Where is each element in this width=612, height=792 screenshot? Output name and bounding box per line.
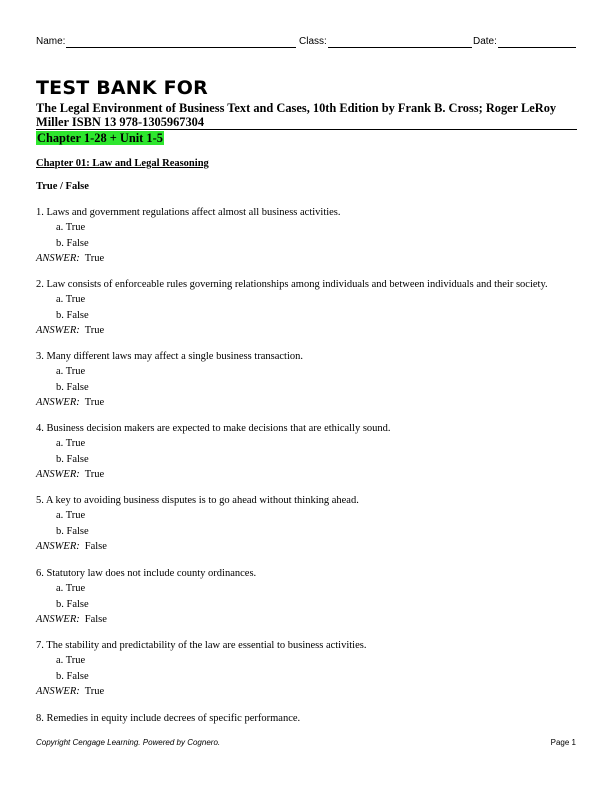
question-stem: 2. Law consists of enforceable rules governing relationships among individuals and between individuals and their society. [36, 279, 548, 290]
question-stem: 4. Business decision makers are expected to make decisions that are ethically sound. [36, 423, 391, 434]
answer-option: a. True [56, 583, 86, 594]
answer-key [36, 686, 581, 701]
question-stem: 8. Remedies in equity include decrees of specific performance. [36, 713, 301, 724]
answer-value: True [84, 397, 105, 408]
answer-option: b. False [56, 525, 89, 537]
answer-option: a. True [56, 655, 86, 666]
answer-label: ANSWER: [36, 614, 80, 625]
answer-key [36, 541, 581, 556]
answer-label: ANSWER: [36, 469, 80, 480]
chapter-heading: Chapter 01: Law and Legal Reasoning [36, 158, 209, 169]
answer-option: a. True [56, 510, 86, 521]
answer-option: a. True [56, 366, 86, 377]
answer-key [36, 397, 581, 412]
question-item [36, 713, 581, 728]
answer-label: ANSWER: [36, 397, 80, 408]
question-stem: 3. Many different laws may affect a single business transaction. [36, 351, 303, 362]
name-label: Name: [36, 36, 66, 47]
answer-value: True [84, 325, 105, 336]
question-stem: 7. The stability and predictability of the law are essential to business activities. [36, 640, 367, 651]
answer-value: True [84, 253, 105, 264]
answer-label: ANSWER: [36, 541, 80, 552]
page-number: Page 1 [550, 738, 576, 747]
title-divider [36, 129, 577, 130]
answer-option: b. False [56, 309, 89, 321]
answer-option: b. False [56, 670, 89, 682]
answer-value: True [84, 469, 105, 480]
question-item [36, 351, 581, 412]
question-stem: 6. Statutory law does not include county ordinances. [36, 568, 257, 579]
answer-key [36, 253, 581, 268]
name-blank-line [66, 47, 296, 48]
answer-option: b. False [56, 381, 89, 393]
answer-value: True [84, 686, 105, 697]
answer-label: ANSWER: [36, 253, 80, 264]
chapter-range-highlight: Chapter 1-28 + Unit 1-5 [37, 131, 163, 145]
question-stem: 5. A key to avoiding business disputes is to go ahead without thinking ahead. [36, 495, 359, 506]
date-blank-line [498, 47, 576, 48]
date-label: Date: [473, 36, 497, 47]
answer-option: a. True [56, 438, 86, 449]
test-bank-title: TEST BANK FOR [36, 77, 208, 99]
answer-option: a. True [56, 294, 86, 305]
answer-option: b. False [56, 453, 89, 465]
class-blank-line [328, 47, 472, 48]
answer-label: ANSWER: [36, 686, 80, 697]
question-stem: 1. Laws and government regulations affect almost all business activities. [36, 207, 341, 218]
question-item [36, 640, 581, 701]
answer-option: b. False [56, 237, 89, 249]
question-item [36, 279, 581, 340]
section-heading: True / False [36, 181, 89, 192]
answer-key [36, 469, 581, 484]
question-item [36, 495, 581, 556]
question-item [36, 207, 581, 268]
class-label: Class: [299, 36, 327, 47]
answer-value: False [84, 614, 107, 625]
answer-option: b. False [56, 598, 89, 610]
answer-label: ANSWER: [36, 325, 80, 336]
question-item [36, 423, 581, 484]
copyright-text: Copyright Cengage Learning. Powered by Cognero. [36, 738, 221, 747]
student-info-header [36, 36, 576, 50]
book-subtitle: The Legal Environment of Business Text and Cases, 10th Edition by Frank B. Cross; Roger LeRoy Miller ISBN 13 978-1305967304 [36, 101, 557, 129]
answer-key [36, 325, 581, 340]
answer-value: False [84, 541, 107, 552]
answer-key [36, 614, 581, 629]
answer-option: a. True [56, 222, 86, 233]
question-item [36, 568, 581, 629]
